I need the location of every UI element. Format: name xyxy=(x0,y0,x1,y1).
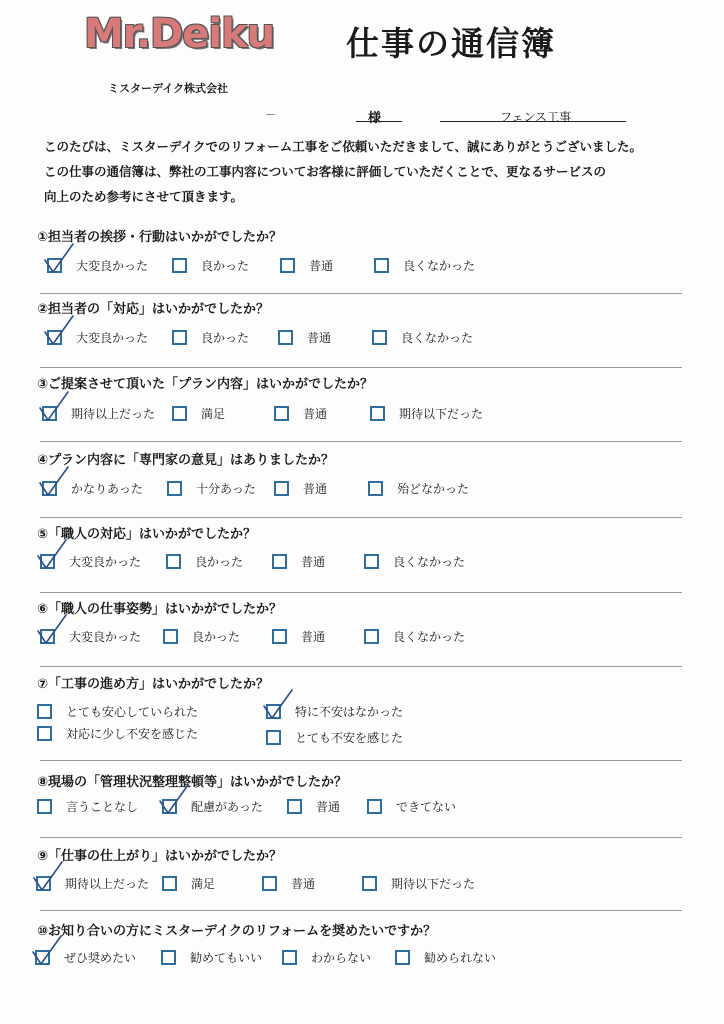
checkbox[interactable] xyxy=(167,481,182,496)
checkbox-checked[interactable] xyxy=(162,799,177,814)
option-label: できてない xyxy=(396,800,457,814)
option-label: 普通 xyxy=(316,800,341,814)
question-title: ④プラン内容に「専門家の意見」はありましたか？ xyxy=(37,453,335,468)
option-label: 普通 xyxy=(307,331,332,345)
checkbox[interactable] xyxy=(274,481,289,496)
checkbox[interactable] xyxy=(163,629,178,644)
intro-paragraph xyxy=(44,134,642,209)
checkbox[interactable] xyxy=(161,950,176,965)
checkbox-checked[interactable] xyxy=(47,258,62,273)
honorific-underline xyxy=(356,121,402,122)
section-divider xyxy=(40,517,682,518)
option-label: 十分あった xyxy=(196,482,256,496)
option-label: 良くなかった xyxy=(393,555,466,569)
option-label: 期待以下だった xyxy=(399,407,484,421)
work-type-underline xyxy=(440,121,626,122)
checkbox[interactable] xyxy=(362,876,377,891)
checkbox[interactable] xyxy=(278,330,293,345)
option-label: 勧められない xyxy=(424,951,497,965)
checkbox[interactable] xyxy=(395,950,410,965)
option-label: 大変良かった xyxy=(69,630,142,644)
checkbox[interactable] xyxy=(37,726,52,741)
section-divider xyxy=(40,910,682,911)
option-label: 大変良かった xyxy=(76,259,149,273)
checkbox[interactable] xyxy=(266,730,281,745)
option-label: 大変良かった xyxy=(76,331,149,345)
checkbox[interactable] xyxy=(172,330,187,345)
option-label: 良かった xyxy=(201,259,250,273)
company-logo: Mr.Deiku xyxy=(84,11,275,57)
checkbox[interactable] xyxy=(272,629,287,644)
option-label: 満足 xyxy=(191,877,216,891)
question-title: ⑥「職人の仕事姿勢」はいかがでしたか？ xyxy=(37,602,283,617)
option-label: 普通 xyxy=(291,877,316,891)
checkbox[interactable] xyxy=(282,950,297,965)
customer-name: － xyxy=(265,108,276,121)
checkbox[interactable] xyxy=(166,554,181,569)
option-label: 殆どなかった xyxy=(397,482,470,496)
option-label: とても不安を感じた xyxy=(295,731,404,745)
question-title: ⑤「職人の対応」はいかがでしたか？ xyxy=(37,527,257,542)
checkbox[interactable] xyxy=(274,406,289,421)
option-label: 期待以上だった xyxy=(71,407,156,421)
question-title: ⑧現場の「管理状況整理整頓等」はいかがでしたか？ xyxy=(37,775,348,790)
option-label: 普通 xyxy=(303,482,328,496)
option-label: 満足 xyxy=(201,407,226,421)
checkbox-checked[interactable] xyxy=(36,876,51,891)
intro-line: この仕事の通信簿は、弊社の工事内容についてお客様に評価していただくことで、更なるサービスの xyxy=(44,164,607,179)
section-divider xyxy=(40,592,682,593)
option-label: 良かった xyxy=(192,630,241,644)
section-divider xyxy=(40,837,682,838)
option-label: 普通 xyxy=(303,407,328,421)
checkbox[interactable] xyxy=(37,799,52,814)
option-label: 勧めてもいい xyxy=(190,951,263,965)
checkbox[interactable] xyxy=(262,876,277,891)
checkbox[interactable] xyxy=(364,554,379,569)
section-divider xyxy=(40,367,682,368)
checkbox[interactable] xyxy=(367,799,382,814)
intro-line: 向上のため参考にさせて頂きます。 xyxy=(44,189,244,204)
option-label: かなりあった xyxy=(71,482,143,496)
intro-line: このたびは、ミスターデイクでのリフォーム工事をご依頼いただきまして、誠にありがとうございました。 xyxy=(44,139,643,154)
checkbox-checked[interactable] xyxy=(266,704,281,719)
checkbox[interactable] xyxy=(172,406,187,421)
section-divider xyxy=(40,293,682,294)
checkbox[interactable] xyxy=(370,406,385,421)
checkbox[interactable] xyxy=(287,799,302,814)
checkbox[interactable] xyxy=(372,330,387,345)
checkbox[interactable] xyxy=(374,258,389,273)
checkbox[interactable] xyxy=(280,258,295,273)
question-title: ⑦「工事の進め方」はいかがでしたか？ xyxy=(37,677,270,692)
checkbox[interactable] xyxy=(364,629,379,644)
checkbox[interactable] xyxy=(37,704,52,719)
option-label: 配慮があった xyxy=(191,800,263,814)
option-label: 良くなかった xyxy=(403,259,476,273)
company-name: ミスターデイク株式会社 xyxy=(108,82,229,95)
work-type: フェンス工事 xyxy=(500,110,572,124)
option-label: ぜひ奨めたい xyxy=(64,951,137,965)
question-title: ①担当者の挨拶・行動はいかがでしたか？ xyxy=(37,230,283,245)
checkbox-checked[interactable] xyxy=(47,330,62,345)
checkbox[interactable] xyxy=(162,876,177,891)
checkbox[interactable] xyxy=(172,258,187,273)
option-label: 大変良かった xyxy=(69,555,142,569)
honorific: 様 xyxy=(368,111,382,126)
section-divider xyxy=(40,441,682,442)
option-label: 良くなかった xyxy=(401,331,474,345)
option-label: 良かった xyxy=(195,555,244,569)
option-label: 対応に少し不安を感じた xyxy=(66,727,199,741)
section-divider xyxy=(40,760,682,761)
option-label: 普通 xyxy=(301,555,326,569)
checkbox[interactable] xyxy=(272,554,287,569)
checkbox-checked[interactable] xyxy=(42,481,57,496)
checkbox[interactable] xyxy=(368,481,383,496)
option-label: 期待以下だった xyxy=(391,877,476,891)
question-title: ②担当者の「対応」はいかがでしたか？ xyxy=(37,302,270,317)
option-label: 言うことなし xyxy=(66,800,139,814)
option-label: とても安心していられた xyxy=(66,705,199,719)
option-label: 普通 xyxy=(301,630,326,644)
option-label: 期待以上だった xyxy=(65,877,150,891)
section-divider xyxy=(40,666,682,667)
question-title: ③ご提案させて頂いた「プラン内容」はいかがでしたか？ xyxy=(37,377,374,392)
question-title: ⑩お知り合いの方にミスターデイクのリフォームを奨めたいですか？ xyxy=(37,924,437,939)
checkbox-checked[interactable] xyxy=(42,406,57,421)
option-label: 良かった xyxy=(201,331,250,345)
document-title: 仕事の通信簿 xyxy=(346,24,556,63)
option-label: わからない xyxy=(311,951,372,965)
checkbox-checked[interactable] xyxy=(40,554,55,569)
checkbox-checked[interactable] xyxy=(35,950,50,965)
option-label: 良くなかった xyxy=(393,630,466,644)
option-label: 普通 xyxy=(309,259,334,273)
question-title: ⑨「仕事の仕上がり」はいかがでしたか？ xyxy=(37,849,283,864)
option-label: 特に不安はなかった xyxy=(295,705,404,719)
checkbox-checked[interactable] xyxy=(40,629,55,644)
